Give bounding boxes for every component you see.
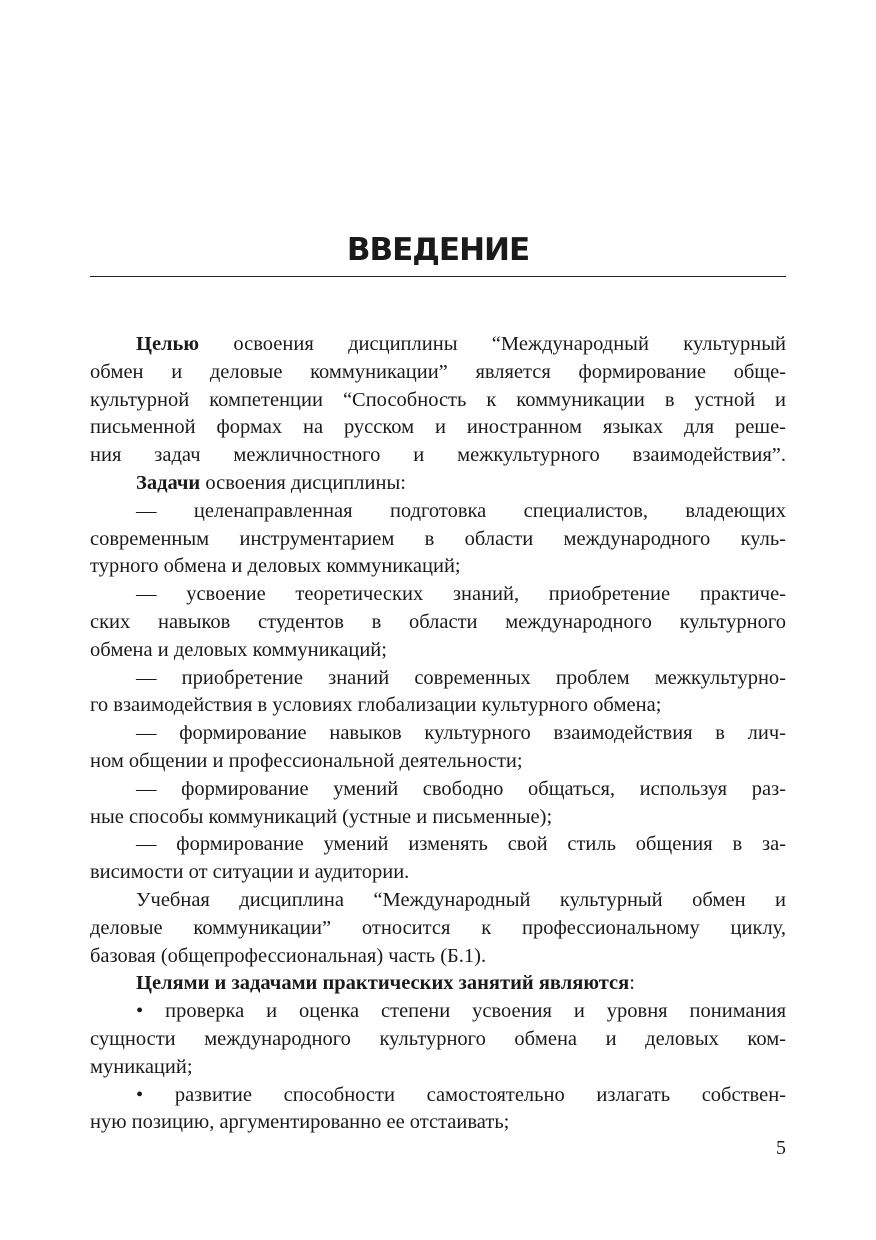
text-line: сущности международного культурного обмена и деловых ком- — [90, 1027, 786, 1050]
text-line: Целями и задачами практических занятий являются: — [136, 972, 635, 995]
text-line: современным инструментарием в области международного куль- — [90, 527, 786, 550]
page-number: 5 — [776, 1137, 786, 1159]
list-item — [90, 776, 786, 832]
text-line: ских навыков студентов в области международного культурного — [90, 610, 786, 633]
text-line: деловые коммуникации” относится к профессиональному циклу, — [90, 916, 786, 939]
text-line: висимости от ситуации и аудитории. — [90, 861, 410, 884]
paragraph-discipline — [90, 887, 786, 970]
text-line: письменной формах на русском и иностранном языках для реше- — [90, 416, 786, 439]
main-text — [90, 331, 786, 1137]
text-line: Задачи освоения дисциплины: — [136, 471, 406, 494]
text-line: ном общении и профессиональной деятельности; — [90, 749, 523, 772]
bold-lead: Целью — [136, 333, 200, 355]
list-item — [90, 581, 786, 664]
text-line: • развитие способности самостоятельно излагать собствен- — [136, 1083, 786, 1106]
text-line: культурной компетенции “Способность к коммуникации в устной и — [90, 388, 786, 411]
text-line: муникаций; — [90, 1055, 193, 1078]
list-item — [90, 998, 786, 1081]
text-line: Целью освоения дисциплины “Международный культурный — [136, 333, 786, 355]
text-line: турного обмена и деловых коммуникаций; — [90, 555, 461, 578]
text-line: • проверка и оценка степени усвоения и уровня понимания — [136, 1000, 786, 1023]
list-item — [90, 498, 786, 581]
text-line: — целенаправленная подготовка специалистов, владеющих — [136, 499, 786, 522]
list-item — [90, 720, 786, 776]
list-item — [90, 831, 786, 887]
text-line: ную позицию, аргументированно ее отстаивать; — [90, 1111, 510, 1134]
text-line: — формирование умений изменять свой стиль общения в за- — [136, 833, 786, 856]
page-title: ВВЕДЕНИЕ — [346, 232, 530, 268]
bold-lead: Целями и задачами практических занятий являются — [136, 972, 630, 995]
text-line: Учебная дисциплина “Международный культурный обмен и — [136, 888, 786, 911]
tasks-list — [90, 498, 786, 887]
text-line: — усвоение теоретических знаний, приобретение практиче- — [136, 583, 786, 606]
title-divider — [90, 276, 786, 277]
text-line: го взаимодействия в условиях глобализации культурного обмена; — [90, 694, 662, 717]
paragraph-tasks-heading — [90, 470, 786, 498]
goals-list — [90, 998, 786, 1137]
text-line: ния задач межличностного и межкультурного взаимодействия”. — [90, 444, 786, 467]
list-item — [90, 665, 786, 721]
list-item — [90, 1082, 786, 1138]
paragraph-goals-heading — [90, 970, 786, 998]
bold-lead: Задачи — [136, 471, 201, 494]
text-line: обмена и деловых коммуникаций; — [90, 638, 387, 661]
text-line: ные способы коммуникаций (устные и письменные); — [90, 805, 553, 828]
text-line: — формирование умений свободно общаться, используя раз- — [136, 777, 786, 800]
text-line: — формирование навыков культурного взаимодействия в лич- — [136, 722, 786, 745]
text-line: обмен и деловые коммуникации” является формирование обще- — [90, 360, 786, 383]
paragraph-purpose — [90, 331, 786, 470]
text-line: базовая (общепрофессиональная) часть (Б.1). — [90, 944, 487, 967]
text-line: — приобретение знаний современных проблем межкультурно- — [136, 666, 786, 689]
